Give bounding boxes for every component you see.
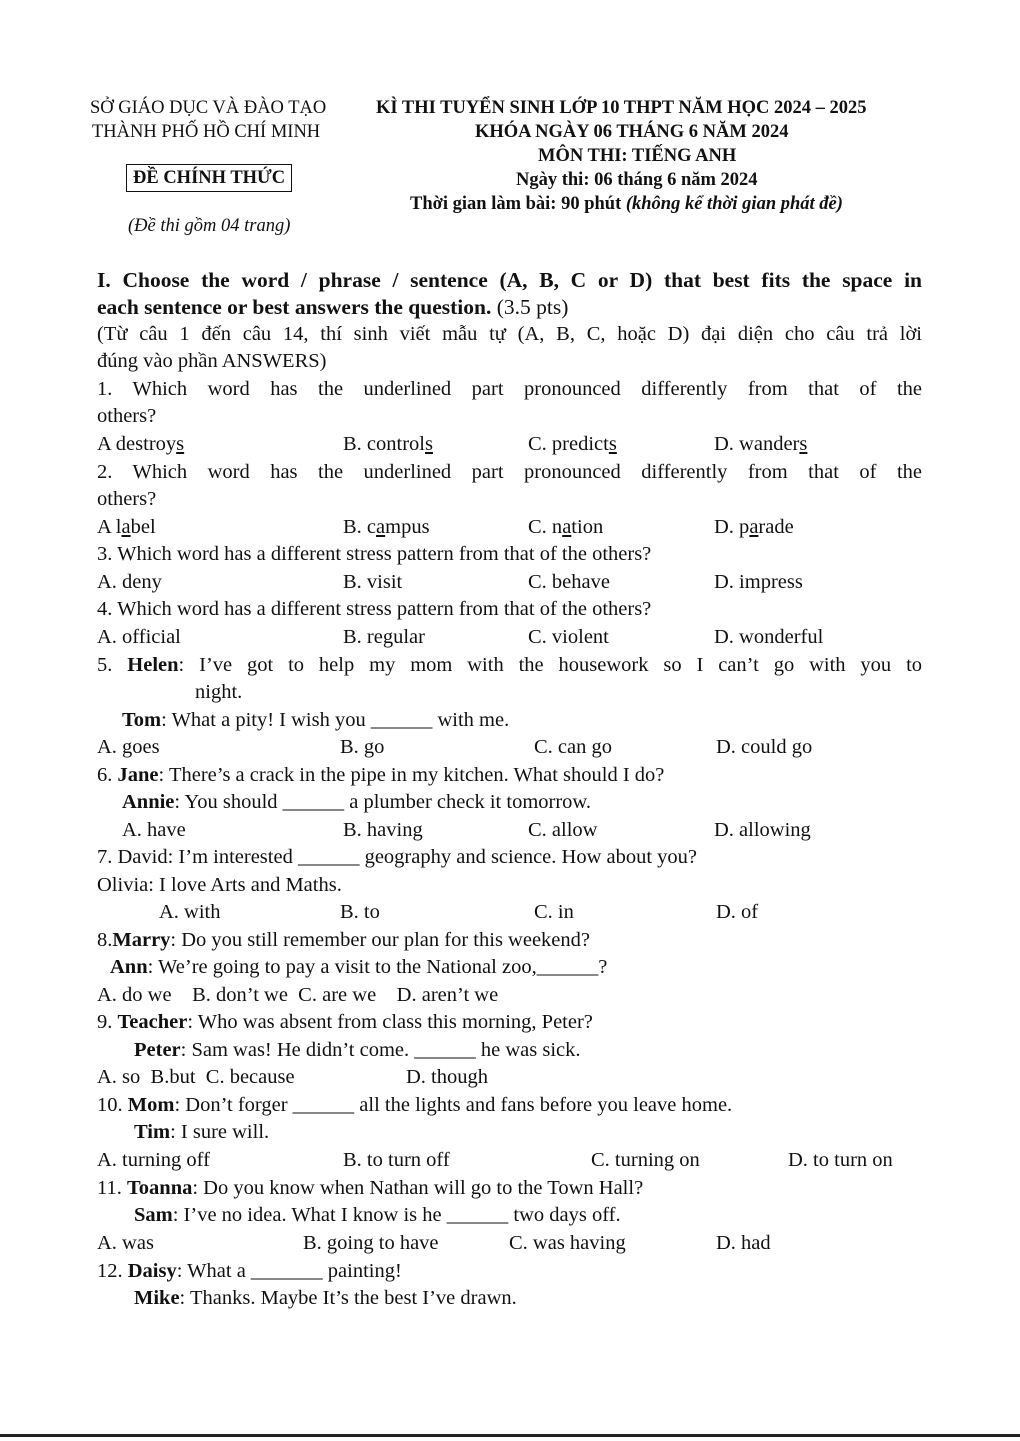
q6-option-b: B. having [343,819,423,841]
q1-option-b: B. controls [343,433,433,455]
q3-option-d: D. impress [714,571,803,593]
q2-option-a: A label [97,516,156,538]
q9-options-abc: A. so B.but C. because [97,1066,295,1088]
question-5-cont: night. [195,681,243,703]
official-exam-badge: ĐỀ CHÍNH THỨC [126,164,292,192]
q5-option-a: A. goes [97,736,160,758]
duration: Thời gian làm bài: 90 phút [410,194,622,214]
question-10-reply: Tim: I sure will. [134,1121,270,1143]
page-count-note: (Đề thi gồm 04 trang) [128,216,291,236]
q1-option-d: D. wanders [714,433,808,455]
duration-line [410,194,843,215]
q7-option-a: A. with [159,901,221,923]
question-11-reply: Sam: I’ve no idea. What I know is he ______ two days off. [134,1204,621,1226]
exam-session-date: KHÓA NGÀY 06 THÁNG 6 NĂM 2024 [475,122,789,142]
question-5-reply: Tom: What a pity! I wish you ______ with me. [122,709,510,731]
q11-option-a: A. was [97,1232,154,1254]
q11-option-d: D. had [716,1232,771,1254]
q4-option-d: D. wonderful [714,626,824,648]
q9-option-d: D. though [406,1066,488,1088]
question-12: 12. Daisy: What a _______ painting! [97,1260,402,1282]
q2-option-c: C. nation [528,516,604,538]
question-9: 9. Teacher: Who was absent from class this morning, Peter? [97,1011,593,1033]
bottom-edge-divider [0,1434,1020,1437]
q6-option-d: D. allowing [714,819,811,841]
q3-option-b: B. visit [343,571,403,593]
q11-option-b: B. going to have [303,1232,439,1254]
question-11: 11. Toanna: Do you know when Nathan will go to the Town Hall? [97,1177,644,1199]
department-name: SỞ GIÁO DỤC VÀ ĐÀO TẠO [90,98,327,118]
q7-option-d: D. of [716,901,759,923]
q5-option-c: C. can go [534,736,612,758]
q4-option-c: C. violent [528,626,609,648]
q3-option-c: C. behave [528,571,610,593]
q4-option-b: B. regular [343,626,425,648]
q8-options: A. do we B. don’t we C. are we D. aren’t we [97,984,499,1006]
question-1: 1. Which word has the underlined part pronounced differently from that of the [97,378,922,400]
city-name: THÀNH PHỐ HỒ CHÍ MINH [92,122,321,142]
q5-option-b: B. go [340,736,385,758]
section-title: I. Choose the word / phrase / sentence (A, B, C or D) that best fits the space in [97,268,922,292]
section-instruction: (Từ câu 1 đến câu 14, thí sinh viết mẫu tự (A, B, C, hoặc D) đại diện cho câu trả lời [97,323,922,345]
q1-option-a: A destroys [97,433,185,455]
question-1-cont: others? [97,405,157,427]
question-2: 2. Which word has the underlined part pronounced differently from that of the [97,461,922,483]
q1-option-c: C. predicts [528,433,617,455]
q7-option-b: B. to [340,901,380,923]
q2-option-d: D. parade [714,516,794,538]
question-10: 10. Mom: Don’t forger ______ all the lights and fans before you leave home. [97,1094,733,1116]
section-title-cont: each sentence or best answers the question. (3.5 pts) [97,295,569,319]
q6-option-c: C. allow [528,819,598,841]
question-5: 5. Helen: I’ve got to help my mom with the housework so I can’t go with you to [97,654,923,676]
q6-option-a: A. have [122,819,186,841]
q3-option-a: A. deny [97,571,162,593]
question-6: 6. Jane: There’s a crack in the pipe in my kitchen. What should I do? [97,764,665,786]
exam-subject: MÔN THI: TIẾNG ANH [538,146,737,166]
section-points: (3.5 pts) [496,295,569,319]
question-6-reply: Annie: You should ______ a plumber check it tomorrow. [122,791,592,813]
q2-option-b: B. campus [343,516,430,538]
q10-option-b: B. to turn off [343,1149,450,1171]
q10-option-c: C. turning on [591,1149,700,1171]
q5-option-d: D. could go [716,736,813,758]
q10-option-d: D. to turn on [788,1149,893,1171]
exam-title: KÌ THI TUYỂN SINH LỚP 10 THPT NĂM HỌC 2024 – 2025 [376,98,867,118]
question-8-reply: Ann: We’re going to pay a visit to the National zoo,______? [110,956,608,978]
q10-option-a: A. turning off [97,1149,210,1171]
section-instruction-cont: đúng vào phần ANSWERS) [97,350,327,372]
question-7: 7. David: I’m interested ______ geography and science. How about you? [97,846,698,868]
q11-option-c: C. was having [509,1232,626,1254]
question-2-cont: others? [97,488,157,510]
duration-note: (không kể thời gian phát đề) [625,194,843,214]
question-7-reply: Olivia: I love Arts and Maths. [97,874,342,896]
question-12-reply: Mike: Thanks. Maybe It’s the best I’ve drawn. [134,1287,517,1309]
question-3: 3. Which word has a different stress pattern from that of the others? [97,543,652,565]
q7-option-c: C. in [534,901,574,923]
question-9-reply: Peter: Sam was! He didn’t come. ______ he was sick. [134,1039,581,1061]
question-8: 8.Marry: Do you still remember our plan for this weekend? [97,929,590,951]
test-date: Ngày thi: 06 tháng 6 năm 2024 [516,170,758,190]
question-4: 4. Which word has a different stress pattern from that of the others? [97,598,652,620]
q4-option-a: A. official [97,626,181,648]
